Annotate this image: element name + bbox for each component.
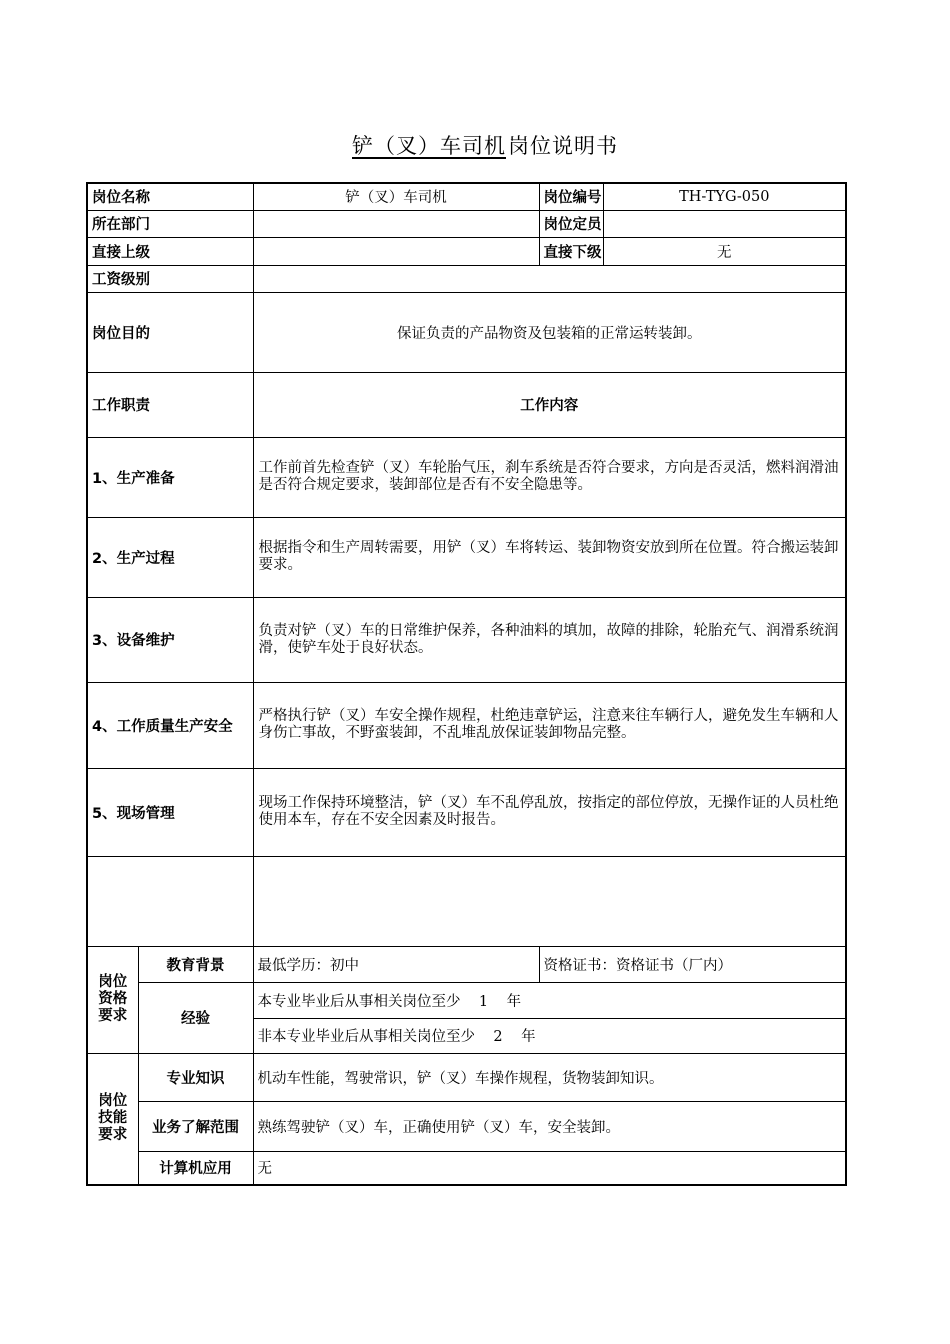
duty-text: 工作前首先检查铲（叉）车轮胎气压，刹车系统是否符合要求，方向是否灵活，燃料润滑油是否符合规定要求，装卸部位是否有不安全隐患等。 bbox=[253, 437, 846, 517]
row-purpose bbox=[87, 292, 846, 372]
duty-label: 5、现场管理 bbox=[87, 768, 253, 856]
label-subordinate: 直接下级 bbox=[539, 237, 603, 265]
duty-row bbox=[87, 597, 846, 682]
duty-row bbox=[87, 517, 846, 597]
label-work-content: 工作内容 bbox=[253, 372, 846, 437]
value-experience-1: 本专业毕业后从事相关岗位至少 1 年 bbox=[253, 982, 846, 1018]
value-purpose: 保证负责的产品物资及包装箱的正常运转装卸。 bbox=[253, 292, 846, 372]
empty-cell bbox=[253, 856, 846, 946]
row-name bbox=[87, 183, 846, 210]
value-experience-2: 非本专业毕业后从事相关岗位至少 2 年 bbox=[253, 1018, 846, 1053]
label-education: 教育背景 bbox=[138, 946, 253, 982]
label-position-code: 岗位编号 bbox=[539, 183, 603, 210]
label-duties: 工作职责 bbox=[87, 372, 253, 437]
row-duties-header bbox=[87, 372, 846, 437]
duty-row bbox=[87, 682, 846, 768]
row-experience-1 bbox=[87, 982, 846, 1018]
label-experience: 经验 bbox=[138, 982, 253, 1053]
value-business: 熟练驾驶铲（叉）车，正确使用铲（叉）车，安全装卸。 bbox=[253, 1101, 846, 1151]
duty-text: 根据指令和生产周转需要，用铲（叉）车将转运、装卸物资安放到所在位置。符合搬运装卸要求。 bbox=[253, 517, 846, 597]
duty-label: 2、生产过程 bbox=[87, 517, 253, 597]
value-certificate: 资格证书：资格证书（厂内） bbox=[539, 946, 846, 982]
job-description-table bbox=[86, 182, 847, 1186]
empty-cell bbox=[87, 856, 253, 946]
page-title bbox=[0, 130, 950, 160]
value-superior bbox=[253, 237, 539, 265]
value-department bbox=[253, 210, 539, 237]
label-superior: 直接上级 bbox=[87, 237, 253, 265]
value-headcount bbox=[603, 210, 846, 237]
row-business bbox=[87, 1101, 846, 1151]
duty-text: 负责对铲（叉）车的日常维护保养，各种油料的填加，故障的排除，轮胎充气、润滑系统润滑，使铲车处于良好状态。 bbox=[253, 597, 846, 682]
qualification-group-text: 岗位资格要求 bbox=[98, 974, 128, 1024]
label-purpose: 岗位目的 bbox=[87, 292, 253, 372]
value-position-code: TH-TYG-050 bbox=[603, 183, 846, 210]
value-salary bbox=[253, 265, 846, 292]
title-position-name: 铲（叉）车司机 bbox=[352, 134, 506, 158]
row-dept bbox=[87, 210, 846, 237]
skills-group-label bbox=[87, 1053, 138, 1185]
row-knowledge bbox=[87, 1053, 846, 1101]
value-knowledge: 机动车性能，驾驶常识，铲（叉）车操作规程，货物装卸知识。 bbox=[253, 1053, 846, 1101]
qualification-group-label bbox=[87, 946, 138, 1053]
duty-label: 3、设备维护 bbox=[87, 597, 253, 682]
label-salary: 工资级别 bbox=[87, 265, 253, 292]
value-education: 最低学历：初中 bbox=[253, 946, 539, 982]
row-computer bbox=[87, 1151, 846, 1185]
label-computer: 计算机应用 bbox=[138, 1151, 253, 1185]
value-computer: 无 bbox=[253, 1151, 846, 1185]
duty-text: 现场工作保持环境整洁，铲（叉）车不乱停乱放，按指定的部位停放，无操作证的人员杜绝使用本车，存在不安全因素及时报告。 bbox=[253, 768, 846, 856]
row-education bbox=[87, 946, 846, 982]
label-department: 所在部门 bbox=[87, 210, 253, 237]
duty-row bbox=[87, 768, 846, 856]
row-salary bbox=[87, 265, 846, 292]
title-suffix: 岗位说明书 bbox=[508, 134, 618, 158]
skills-group-text: 岗位技能要求 bbox=[98, 1093, 128, 1144]
row-superior bbox=[87, 237, 846, 265]
label-headcount: 岗位定员 bbox=[539, 210, 603, 237]
value-position-name: 铲（叉）车司机 bbox=[253, 183, 539, 210]
duty-row-empty bbox=[87, 856, 846, 946]
label-business: 业务了解范围 bbox=[138, 1101, 253, 1151]
label-position-name: 岗位名称 bbox=[87, 183, 253, 210]
value-subordinate: 无 bbox=[603, 237, 846, 265]
duty-label: 4、工作质量生产安全 bbox=[87, 682, 253, 768]
duty-text: 严格执行铲（叉）车安全操作规程，杜绝违章铲运，注意来往车辆行人，避免发生车辆和人身伤亡事故，不野蛮装卸，不乱堆乱放保证装卸物品完整。 bbox=[253, 682, 846, 768]
label-knowledge: 专业知识 bbox=[138, 1053, 253, 1101]
duty-row bbox=[87, 437, 846, 517]
duty-label: 1、生产准备 bbox=[87, 437, 253, 517]
